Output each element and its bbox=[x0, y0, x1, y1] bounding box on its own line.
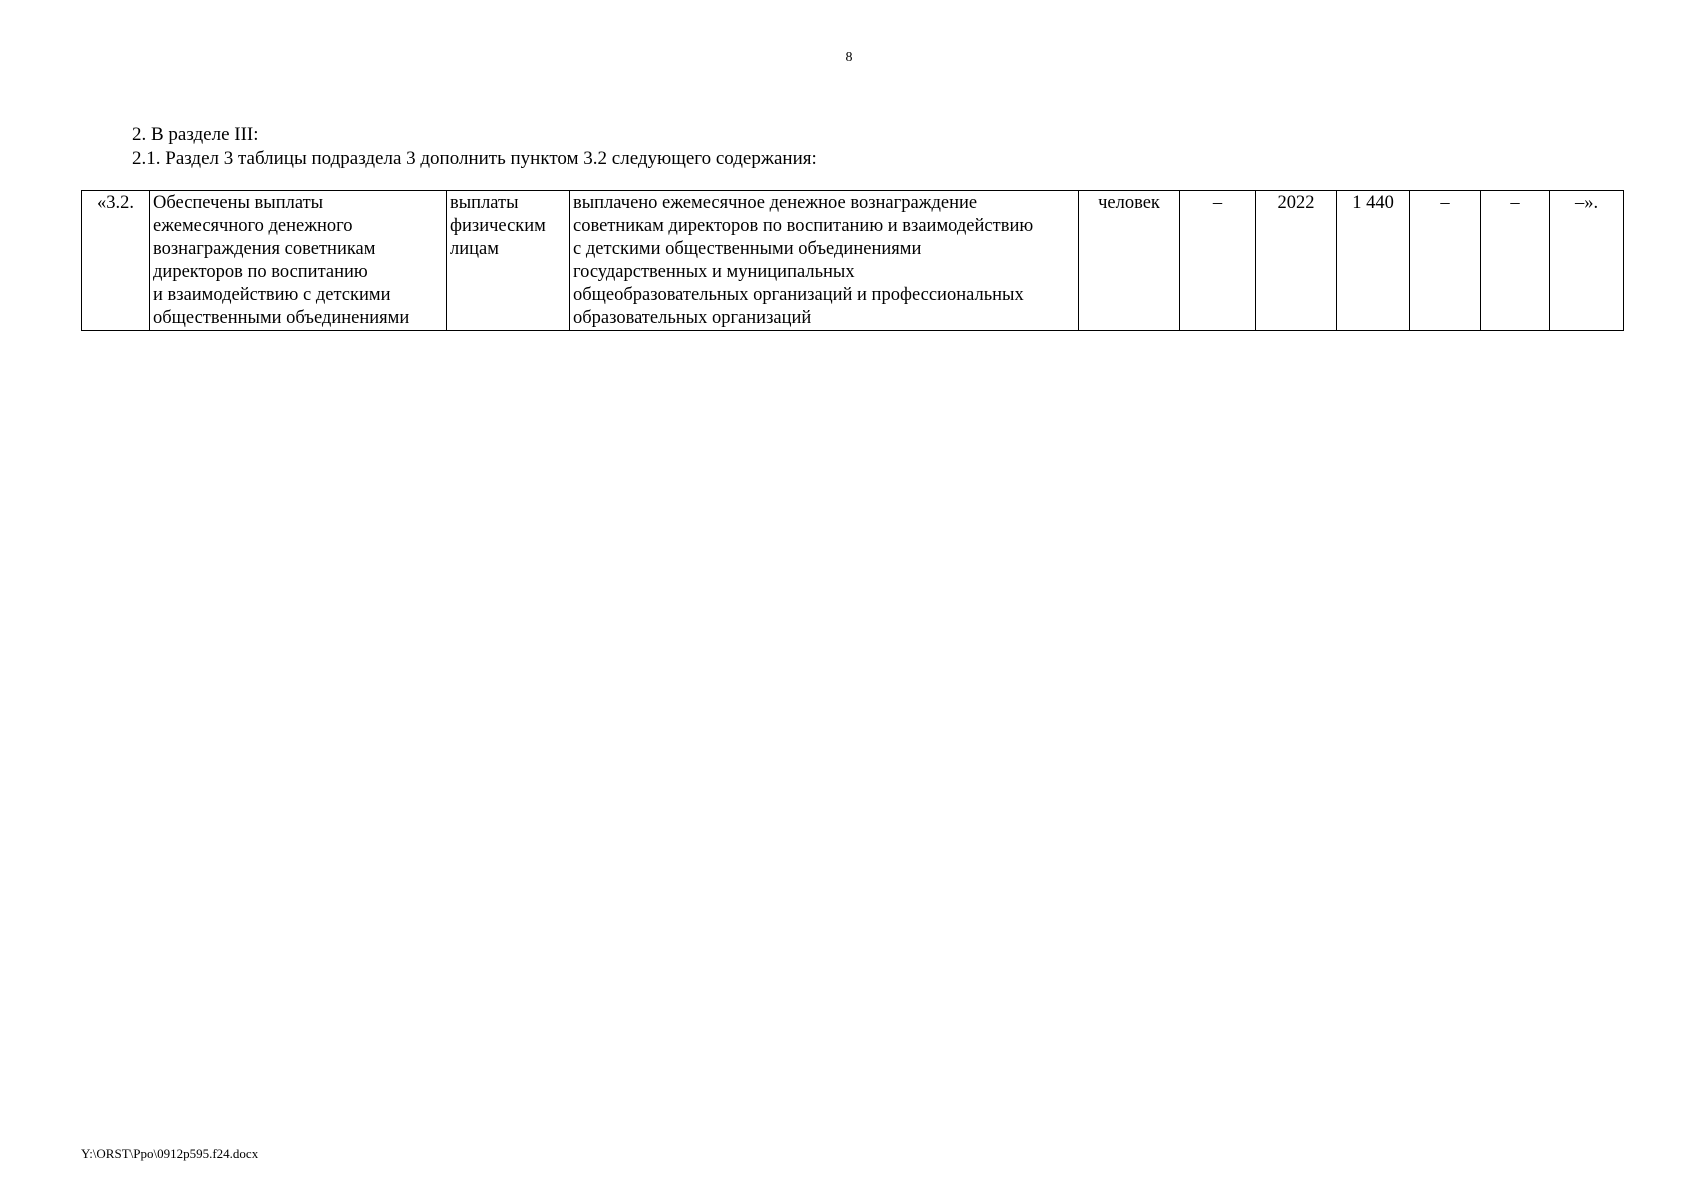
page-number: 8 bbox=[845, 50, 853, 65]
cell-value-2024: – bbox=[1481, 191, 1550, 331]
paragraph-subsection-2-1: 2.1. Раздел 3 таблицы подраздела 3 дополнить пунктом 3.2 следующего содержания: bbox=[132, 148, 817, 169]
cell-unit: человек bbox=[1079, 191, 1180, 331]
cell-year: 2022 bbox=[1256, 191, 1337, 331]
cell-result-type: выплаты физическим лицам bbox=[447, 191, 570, 331]
cell-value-2023: – bbox=[1410, 191, 1481, 331]
paragraph-section-3: 2. В разделе III: bbox=[132, 124, 259, 145]
cell-base-value: – bbox=[1180, 191, 1256, 331]
amendment-table bbox=[81, 190, 1624, 331]
cell-item-number: «3.2. bbox=[82, 191, 150, 331]
cell-value-2022: 1 440 bbox=[1337, 191, 1410, 331]
cell-result: Обеспечены выплаты ежемесячного денежного вознаграждения советникам директоров по воспитанию и взаимодействию с детскими общественными объединениями bbox=[150, 191, 447, 331]
cell-characteristic: выплачено ежемесячное денежное вознаграждение советникам директоров по воспитанию и взаимодействию с детскими общественными объединениями государственных и муниципальных общеобразовательных организаций и профессиональных образовательных организаций bbox=[570, 191, 1079, 331]
footer-file-path: Y:\ORST\Ppo\0912p595.f24.docx bbox=[81, 1146, 259, 1161]
cell-value-end: –». bbox=[1550, 191, 1624, 331]
table-row bbox=[82, 191, 1624, 331]
